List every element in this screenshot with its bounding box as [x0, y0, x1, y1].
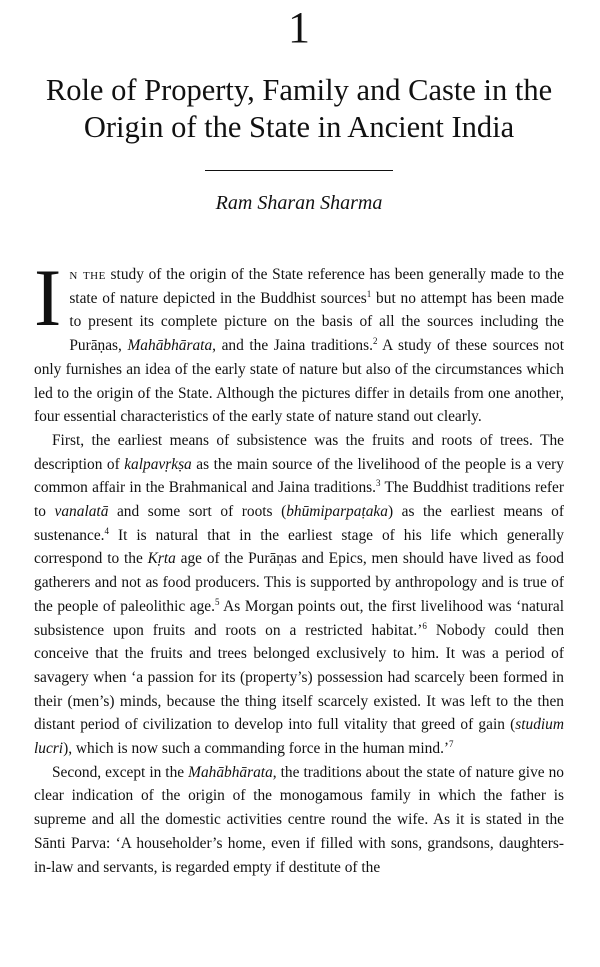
- lead-in-text: n the: [69, 266, 106, 283]
- italic-term: Kṛta: [147, 550, 176, 568]
- footnote-ref: 4: [104, 525, 110, 536]
- footnote-ref: 3: [376, 478, 381, 489]
- italic-term: vanalatā: [54, 503, 109, 521]
- footnote-ref: 5: [214, 596, 220, 607]
- chapter-title-line-2: Origin of the State in Ancient India: [83, 110, 515, 144]
- paragraph-2: First, the earliest means of subsistence was the fruits and roots of trees. The description of kalpavṛkṣa as the main source of the livelihood of the people is a very common affair in the Brahmanical and Jaina traditions.$^3$ The Buddhist traditions refer to vanalatā and some sort of roots (bhūmiparpaṭaka) as the earliest means of sustenance.$^4$ It is natural that in the earliest stage of his life which generally correspond to the Kṛta age of the Purāṇas and Epics, men should have lived as food gatherers and not as food producers. This is supported by anthropology and is true of the people of paleolithic age.$^5$ As Morgan points out, the first livelihood was ‘natural subsistence upon fruits and roots on a restricted habitat.’$^6$ Nobody could then conceive that the fruits and trees belonged exclusively to him. It was a period of savagery when ‘a passion for its (property’s) possession had scarcely been formed in their (men’s) minds, because the thing itself scarcely existed. It was left to the then distant period of civilization to develop into full vitality that greed of gain (studium lucri), which is now such a commanding force in the human mind.’$^7$: [34, 431, 565, 758]
- italic-term: Mahābhārata: [188, 763, 273, 781]
- footnote-ref: 6: [422, 620, 427, 631]
- footnote-ref: 7: [449, 738, 454, 749]
- footnote-ref: 2: [372, 335, 378, 346]
- italic-term: kalpavṛkṣa: [124, 455, 192, 473]
- drop-cap: I: [34, 252, 62, 343]
- chapter-number: 1: [288, 3, 310, 52]
- footnote-ref: 1: [366, 288, 372, 299]
- chapter-body: [34, 252, 565, 879]
- paragraph-3: Second, except in the Mahābhārata, the traditions about the state of nature give no clear indication of the origin of the monogamous family in which the father is supreme and all the domestic activities centre round the wife. As it is stated in the Sānti Parva: ‘A householder’s home, even if filled with sons, grandsons, daughters-in-law and servants, is regarded empty if destitute of the: [34, 763, 564, 876]
- chapter-title: [26, 72, 572, 146]
- chapter-title-line-1: Role of Property, Family and Caste in the: [45, 73, 553, 107]
- title-divider: [205, 170, 393, 171]
- italic-term: bhūmiparpaṭaka: [286, 503, 388, 521]
- italic-term: studium lucri: [34, 716, 564, 758]
- paragraph-1: In the study of the origin of the State reference has been generally made to the state of nature depicted in the Buddhist sources$^1$ but no attempt has been made to present its complete picture on the basis of all the sources including the Purāṇas, Mahābhārata, and the Jaina traditions.$^2$ A study of these sources not only furnishes an idea of the early state of nature but also of the circumstances which led to the origin of the State. Although the pictures differ in details from one another, four essential characteristics of the early state of nature stand out clearly.: [34, 252, 564, 426]
- italic-term: Mahābhārata: [127, 337, 213, 355]
- author-name: Ram Sharan Sharma: [215, 192, 383, 214]
